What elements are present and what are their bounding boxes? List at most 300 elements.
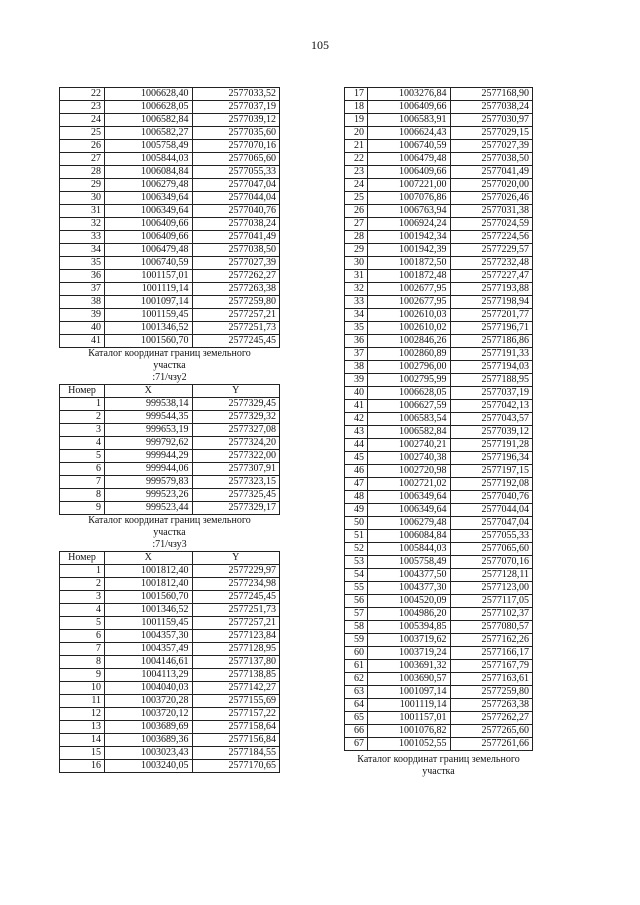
- cell-x: 1002740,38: [368, 452, 451, 465]
- table-row: [60, 565, 280, 578]
- cell-y: 2577227,47: [450, 270, 533, 283]
- cell-x: 1007076,86: [368, 192, 451, 205]
- col-header-y: Y: [192, 385, 280, 398]
- cell-number: 16: [60, 760, 105, 773]
- table-row: [345, 140, 533, 153]
- cell-number: 14: [60, 734, 105, 747]
- cell-y: 2577070,16: [450, 556, 533, 569]
- table-row: [345, 283, 533, 296]
- cell-x: 1002677,95: [368, 283, 451, 296]
- cell-x: 1001560,70: [105, 591, 193, 604]
- table-row: [345, 556, 533, 569]
- table-row: [60, 153, 280, 166]
- table-row: [60, 335, 280, 348]
- table-row: [60, 244, 280, 257]
- cell-x: 999523,44: [105, 502, 193, 515]
- table-row: [60, 695, 280, 708]
- table-row: [60, 283, 280, 296]
- cell-number: 3: [60, 591, 105, 604]
- table-row: [60, 630, 280, 643]
- table-row: [60, 734, 280, 747]
- cell-number: 65: [345, 712, 368, 725]
- caption-line: участка: [422, 766, 455, 777]
- table-row: [60, 140, 280, 153]
- cell-y: 2577167,79: [450, 660, 533, 673]
- cell-x: 1002795,99: [368, 374, 451, 387]
- caption-line: участка: [153, 360, 186, 371]
- cell-x: 1006582,84: [368, 426, 451, 439]
- cell-y: 2577329,32: [192, 411, 280, 424]
- cell-number: 22: [60, 88, 105, 101]
- cell-x: 1001942,34: [368, 231, 451, 244]
- cell-number: 44: [345, 439, 368, 452]
- table-row: [60, 450, 280, 463]
- cell-x: 1005844,03: [368, 543, 451, 556]
- cell-number: 1: [60, 398, 105, 411]
- cell-x: 1006624,43: [368, 127, 451, 140]
- cell-x: 999579,83: [105, 476, 193, 489]
- cell-y: 2577257,21: [192, 309, 280, 322]
- cell-y: 2577262,27: [192, 270, 280, 283]
- table-row: [60, 604, 280, 617]
- cell-number: 18: [345, 101, 368, 114]
- cell-y: 2577329,17: [192, 502, 280, 515]
- table-row: [60, 656, 280, 669]
- cell-x: 1001346,52: [105, 604, 193, 617]
- parcel-suffix: :71/чзу2: [152, 372, 187, 383]
- cell-y: 2577038,50: [192, 244, 280, 257]
- cell-x: 999538,14: [105, 398, 193, 411]
- cell-number: 61: [345, 660, 368, 673]
- table-row: [60, 682, 280, 695]
- table-row: [345, 361, 533, 374]
- cell-number: 35: [60, 257, 105, 270]
- cell-y: 2577102,37: [450, 608, 533, 621]
- table-row: [345, 582, 533, 595]
- cell-x: 1001942,39: [368, 244, 451, 257]
- cell-number: 30: [345, 257, 368, 270]
- cell-y: 2577123,00: [450, 582, 533, 595]
- cell-y: 2577229,97: [192, 565, 280, 578]
- cell-x: 1006409,66: [368, 166, 451, 179]
- cell-x: 1004357,49: [105, 643, 193, 656]
- table-row: [345, 608, 533, 621]
- cell-number: 27: [345, 218, 368, 231]
- cell-x: 1003240,05: [105, 760, 193, 773]
- cell-number: 33: [60, 231, 105, 244]
- caption-line: Каталог координат границ земельного: [88, 348, 251, 359]
- table-row: [60, 617, 280, 630]
- cell-y: 2577070,16: [192, 140, 280, 153]
- table-row: [60, 127, 280, 140]
- table-row: [60, 309, 280, 322]
- col-header-x: X: [105, 385, 193, 398]
- table-row: [345, 270, 533, 283]
- cell-x: 1006084,84: [105, 166, 193, 179]
- cell-x: 1001119,14: [368, 699, 451, 712]
- cell-y: 2577261,66: [450, 738, 533, 751]
- cell-x: 1006628,05: [105, 101, 193, 114]
- cell-x: 1003719,62: [368, 634, 451, 647]
- table-row: [60, 205, 280, 218]
- cell-y: 2577229,57: [450, 244, 533, 257]
- cell-number: 26: [345, 205, 368, 218]
- cell-y: 2577197,15: [450, 465, 533, 478]
- cell-number: 4: [60, 437, 105, 450]
- cell-x: 1004040,03: [105, 682, 193, 695]
- cell-x: 1005758,49: [105, 140, 193, 153]
- cell-number: 24: [60, 114, 105, 127]
- table-row: [345, 218, 533, 231]
- cell-x: 1006409,66: [105, 218, 193, 231]
- cell-x: 1006479,48: [105, 244, 193, 257]
- cell-x: 1002796,00: [368, 361, 451, 374]
- caption-line: участка: [153, 527, 186, 538]
- cell-x: 1003689,36: [105, 734, 193, 747]
- cell-number: 9: [60, 669, 105, 682]
- cell-number: 24: [345, 179, 368, 192]
- table-header-row: [60, 552, 280, 565]
- table-row: [345, 101, 533, 114]
- cell-y: 2577157,22: [192, 708, 280, 721]
- cell-y: 2577198,94: [450, 296, 533, 309]
- table-row: [60, 296, 280, 309]
- cell-y: 2577263,38: [192, 283, 280, 296]
- cell-y: 2577055,33: [450, 530, 533, 543]
- table-row: [345, 192, 533, 205]
- cell-x: 1001812,40: [105, 565, 193, 578]
- cell-y: 2577043,57: [450, 413, 533, 426]
- table-row: [60, 270, 280, 283]
- cell-number: 37: [60, 283, 105, 296]
- cell-number: 52: [345, 543, 368, 556]
- coord-table-chzu2: [59, 384, 280, 515]
- cell-y: 2577044,04: [192, 192, 280, 205]
- table-row: [60, 192, 280, 205]
- table-row: [60, 322, 280, 335]
- table-row: [60, 218, 280, 231]
- cell-number: 40: [60, 322, 105, 335]
- cell-x: 1006409,66: [368, 101, 451, 114]
- cell-number: 41: [345, 400, 368, 413]
- cell-y: 2577035,60: [192, 127, 280, 140]
- cell-number: 3: [60, 424, 105, 437]
- cell-number: 8: [60, 656, 105, 669]
- cell-x: 1004986,20: [368, 608, 451, 621]
- cell-y: 2577040,76: [450, 491, 533, 504]
- cell-number: 17: [345, 88, 368, 101]
- table-row: [60, 760, 280, 773]
- cell-y: 2577038,50: [450, 153, 533, 166]
- cell-y: 2577065,60: [450, 543, 533, 556]
- cell-number: 50: [345, 517, 368, 530]
- table-row: [60, 591, 280, 604]
- table-row: [345, 478, 533, 491]
- cell-y: 2577040,76: [192, 205, 280, 218]
- cell-number: 26: [60, 140, 105, 153]
- table-row: [345, 712, 533, 725]
- table-row: [60, 179, 280, 192]
- cell-number: 5: [60, 450, 105, 463]
- cell-y: 2577142,27: [192, 682, 280, 695]
- cell-number: 53: [345, 556, 368, 569]
- cell-y: 2577024,59: [450, 218, 533, 231]
- table-row: [345, 530, 533, 543]
- cell-number: 12: [60, 708, 105, 721]
- table-row: [345, 309, 533, 322]
- table-row: [345, 374, 533, 387]
- table-row: [345, 114, 533, 127]
- cell-number: 30: [60, 192, 105, 205]
- cell-x: 1001159,45: [105, 309, 193, 322]
- cell-number: 8: [60, 489, 105, 502]
- cell-y: 2577168,90: [450, 88, 533, 101]
- cell-number: 19: [345, 114, 368, 127]
- cell-y: 2577192,08: [450, 478, 533, 491]
- cell-x: 1002721,02: [368, 478, 451, 491]
- catalog-caption: [59, 348, 280, 384]
- cell-x: 1001560,70: [105, 335, 193, 348]
- cell-y: 2577188,95: [450, 374, 533, 387]
- table-row: [60, 476, 280, 489]
- cell-y: 2577322,00: [192, 450, 280, 463]
- cell-y: 2577186,86: [450, 335, 533, 348]
- cell-number: 40: [345, 387, 368, 400]
- cell-x: 1006582,84: [105, 114, 193, 127]
- cell-number: 25: [60, 127, 105, 140]
- cell-number: 39: [60, 309, 105, 322]
- coord-table-chzu3: [59, 551, 280, 773]
- table-row: [345, 621, 533, 634]
- cell-x: 1004146,61: [105, 656, 193, 669]
- cell-x: 1006583,91: [368, 114, 451, 127]
- cell-number: 45: [345, 452, 368, 465]
- table-row: [345, 699, 533, 712]
- cell-x: 999944,06: [105, 463, 193, 476]
- cell-y: 2577191,33: [450, 348, 533, 361]
- table-row: [60, 502, 280, 515]
- table-row: [60, 721, 280, 734]
- cell-x: 1001076,82: [368, 725, 451, 738]
- table-row: [60, 437, 280, 450]
- catalog-caption: [344, 754, 533, 778]
- cell-x: 1006349,64: [368, 504, 451, 517]
- cell-number: 63: [345, 686, 368, 699]
- cell-x: 1006582,27: [105, 127, 193, 140]
- table-row: [345, 335, 533, 348]
- table-row: [345, 166, 533, 179]
- cell-x: 1001157,01: [105, 270, 193, 283]
- cell-x: 1001097,14: [368, 686, 451, 699]
- cell-x: 1006279,48: [368, 517, 451, 530]
- cell-number: 21: [345, 140, 368, 153]
- table-row: [345, 660, 533, 673]
- cell-number: 10: [60, 682, 105, 695]
- cell-y: 2577029,15: [450, 127, 533, 140]
- cell-x: 1001119,14: [105, 283, 193, 296]
- cell-number: 66: [345, 725, 368, 738]
- cell-number: 35: [345, 322, 368, 335]
- cell-x: 1006479,48: [368, 153, 451, 166]
- cell-x: 1004520,09: [368, 595, 451, 608]
- coord-table-continued: [59, 87, 280, 348]
- cell-number: 54: [345, 569, 368, 582]
- cell-x: 1006924,24: [368, 218, 451, 231]
- table-row: [345, 244, 533, 257]
- cell-number: 58: [345, 621, 368, 634]
- cell-number: 2: [60, 578, 105, 591]
- table-row: [345, 543, 533, 556]
- col-header-number: Номер: [60, 385, 105, 398]
- cell-number: 15: [60, 747, 105, 760]
- table-row: [60, 424, 280, 437]
- cell-number: 5: [60, 617, 105, 630]
- cell-number: 28: [345, 231, 368, 244]
- table-row: [60, 88, 280, 101]
- cell-y: 2577259,80: [192, 296, 280, 309]
- cell-number: 11: [60, 695, 105, 708]
- cell-x: 1001157,01: [368, 712, 451, 725]
- cell-x: 1002860,89: [368, 348, 451, 361]
- table-row: [345, 348, 533, 361]
- cell-x: 1006628,40: [105, 88, 193, 101]
- cell-x: 1006349,64: [105, 205, 193, 218]
- page-number: 105: [311, 38, 329, 52]
- cell-y: 2577128,11: [450, 569, 533, 582]
- cell-y: 2577026,46: [450, 192, 533, 205]
- caption-line: Каталог координат границ земельного: [88, 515, 251, 526]
- cell-number: 60: [345, 647, 368, 660]
- cell-number: 42: [345, 413, 368, 426]
- table-row: [60, 257, 280, 270]
- cell-y: 2577037,19: [192, 101, 280, 114]
- table-row: [345, 205, 533, 218]
- cell-number: 33: [345, 296, 368, 309]
- cell-x: 999792,62: [105, 437, 193, 450]
- cell-number: 48: [345, 491, 368, 504]
- table-row: [345, 725, 533, 738]
- coord-table-chzu3-continued: [344, 87, 533, 751]
- cell-number: 2: [60, 411, 105, 424]
- cell-number: 41: [60, 335, 105, 348]
- cell-y: 2577041,49: [192, 231, 280, 244]
- cell-y: 2577156,84: [192, 734, 280, 747]
- cell-x: 1003719,24: [368, 647, 451, 660]
- table-row: [60, 643, 280, 656]
- cell-y: 2577158,64: [192, 721, 280, 734]
- cell-x: 1006583,54: [368, 413, 451, 426]
- cell-x: 1004113,29: [105, 669, 193, 682]
- cell-y: 2577224,56: [450, 231, 533, 244]
- cell-x: 1006740,59: [368, 140, 451, 153]
- cell-number: 1: [60, 565, 105, 578]
- cell-number: 59: [345, 634, 368, 647]
- table-row: [345, 686, 533, 699]
- cell-y: 2577037,19: [450, 387, 533, 400]
- cell-x: 1003276,84: [368, 88, 451, 101]
- caption-line: Каталог координат границ земельного: [357, 754, 520, 765]
- cell-number: 36: [60, 270, 105, 283]
- cell-x: 1006279,48: [105, 179, 193, 192]
- col-header-y: Y: [192, 552, 280, 565]
- table-row: [345, 452, 533, 465]
- table-row: [345, 296, 533, 309]
- cell-number: 27: [60, 153, 105, 166]
- cell-x: 1001872,48: [368, 270, 451, 283]
- cell-y: 2577245,45: [192, 335, 280, 348]
- table-row: [345, 387, 533, 400]
- table-row: [60, 398, 280, 411]
- cell-y: 2577044,04: [450, 504, 533, 517]
- table-row: [60, 747, 280, 760]
- cell-x: 1006349,64: [105, 192, 193, 205]
- cell-x: 1003691,32: [368, 660, 451, 673]
- cell-y: 2577065,60: [192, 153, 280, 166]
- cell-number: 4: [60, 604, 105, 617]
- cell-x: 1002740,21: [368, 439, 451, 452]
- table-row: [345, 426, 533, 439]
- cell-number: 57: [345, 608, 368, 621]
- cell-number: 56: [345, 595, 368, 608]
- cell-y: 2577257,21: [192, 617, 280, 630]
- cell-y: 2577251,73: [192, 322, 280, 335]
- cell-number: 23: [60, 101, 105, 114]
- cell-y: 2577170,65: [192, 760, 280, 773]
- table-row: [345, 439, 533, 452]
- cell-y: 2577262,27: [450, 712, 533, 725]
- cell-x: 1005394,85: [368, 621, 451, 634]
- table-row: [345, 504, 533, 517]
- cell-x: 1001097,14: [105, 296, 193, 309]
- col-header-x: X: [105, 552, 193, 565]
- cell-number: 67: [345, 738, 368, 751]
- cell-y: 2577041,49: [450, 166, 533, 179]
- cell-x: 999544,35: [105, 411, 193, 424]
- cell-x: 1002677,95: [368, 296, 451, 309]
- table-row: [60, 166, 280, 179]
- cell-y: 2577263,38: [450, 699, 533, 712]
- cell-y: 2577042,13: [450, 400, 533, 413]
- cell-number: 64: [345, 699, 368, 712]
- cell-x: 1006740,59: [105, 257, 193, 270]
- cell-x: 1003689,69: [105, 721, 193, 734]
- table-row: [345, 465, 533, 478]
- cell-number: 49: [345, 504, 368, 517]
- cell-y: 2577166,17: [450, 647, 533, 660]
- cell-number: 51: [345, 530, 368, 543]
- table-row: [345, 257, 533, 270]
- cell-number: 47: [345, 478, 368, 491]
- cell-y: 2577234,98: [192, 578, 280, 591]
- cell-y: 2577196,71: [450, 322, 533, 335]
- cell-number: 7: [60, 643, 105, 656]
- cell-y: 2577162,26: [450, 634, 533, 647]
- table-header-row: [60, 385, 280, 398]
- table-row: [345, 179, 533, 192]
- cell-y: 2577033,52: [192, 88, 280, 101]
- cell-number: 25: [345, 192, 368, 205]
- cell-y: 2577194,03: [450, 361, 533, 374]
- cell-number: 55: [345, 582, 368, 595]
- cell-x: 1001052,55: [368, 738, 451, 751]
- cell-y: 2577329,45: [192, 398, 280, 411]
- cell-number: 28: [60, 166, 105, 179]
- cell-number: 62: [345, 673, 368, 686]
- cell-y: 2577232,48: [450, 257, 533, 270]
- cell-x: 1001159,45: [105, 617, 193, 630]
- table-row: [345, 413, 533, 426]
- col-header-number: Номер: [60, 552, 105, 565]
